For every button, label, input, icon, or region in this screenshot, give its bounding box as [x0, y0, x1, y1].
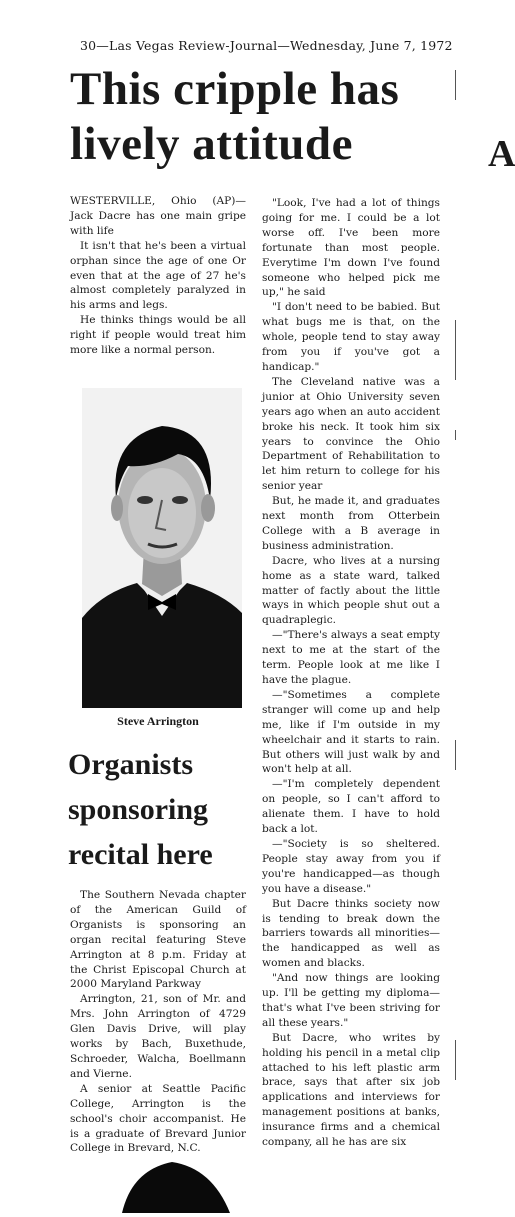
story2-headline: Organists sponsoring recital here	[68, 748, 213, 871]
paragraph: —"I'm completely dependent on people, so I can't afford to alienate them. I have to hold back a lot.	[262, 778, 440, 836]
paragraph: The Cleveland native was a junior at Ohio University seven years ago when an auto accident broke his neck. It took him six years to convince the Ohio Department of Rehabilitation to let him return to college for his senior year	[262, 375, 440, 493]
paragraph: "I don't need to be babied. But what bugs me is that, on the whole, people tend to stay away from you if you've got a handicap."	[262, 301, 440, 373]
second-photo-partial	[112, 1160, 232, 1213]
second-photo-image	[112, 1160, 232, 1213]
paragraph: —"There's always a seat empty next to me at the start of the term. People look at me like I have the plague.	[262, 629, 440, 686]
paragraph: It isn't that he's been a virtual orphan since the age of one Or even that at the age of 27 he's almost completely paralyzed in his arms and legs.	[70, 239, 246, 312]
paragraph: Arrington, 21, son of Mr. and Mrs. John Arrington of 4729 Glen Davis Drive, will play works by Bach, Buxethude, Schroeder, Walcha, Boellmann and Vierne.	[70, 993, 246, 1080]
paragraph: But, he made it, and graduates next month from Otterbein College with a B average in business administration.	[262, 495, 440, 552]
paragraph: "Look, I've had a lot of things going for me. I could be a lot worse off. I've been more fortunate than most people. Everytime I'm down I've found someone who helped pick me up," he said	[262, 197, 440, 299]
paragraph: Dacre, who lives at a nursing home as a state ward, talked matter of factly about the little ways in which people shut out a quadraplegic.	[262, 554, 440, 627]
adjacent-headline-fragment: A	[488, 133, 515, 175]
column-rule	[455, 70, 456, 100]
portrait-photo	[82, 388, 242, 708]
story2-column	[70, 888, 246, 1156]
paragraph: —"Society is so sheltered. People stay away from you if you're handicapped—as though you have a disease."	[262, 837, 440, 895]
column-rule	[455, 1040, 456, 1080]
photo-caption: Steve Arrington	[117, 714, 199, 728]
column-rule	[455, 320, 456, 380]
paragraph: WESTERVILLE, Ohio (AP)— Jack Dacre has one main gripe with life	[70, 195, 246, 237]
paragraph: The Southern Nevada chapter of the American Guild of Organists is sponsoring an organ recital featuring Steve Arrington at 8 p.m. Friday at the Christ Episcopal Church at 2000 Maryland Parkway	[70, 889, 246, 991]
headline: This cripple has lively attitude	[70, 63, 400, 170]
portrait-photo-image	[82, 388, 242, 708]
masthead: 30—Las Vegas Review-Journal—Wednesday, June 7, 1972	[80, 38, 453, 53]
paragraph: He thinks things would be all right if people would treat him more like a normal person.	[70, 314, 246, 357]
story-column-2	[262, 196, 440, 1150]
paragraph: But Dacre thinks society now is tending to break down the barriers towards all minorities—the handicapped as well as women and blacks.	[262, 897, 440, 970]
paragraph: But Dacre, who writes by holding his pencil in a metal clip attached to his left plastic arm brace, says that after six job applications and interviews for management positions at banks, insurance firms and a chemical company, all he has are six	[262, 1031, 440, 1149]
paragraph: "And now things are looking up. I'll be getting my diploma—that's what I've been striving for all these years."	[262, 972, 440, 1029]
paragraph: —"Sometimes a complete stranger will come up and help me, like if I'm outside in my wheelchair and it starts to rain. But others will just walk by and won't help at all.	[262, 688, 440, 776]
paragraph: A senior at Seattle Pacific College, Arrington is the school's choir accompanist. He is a graduate of Brevard Junior College in Brevard, N.C.	[70, 1082, 246, 1155]
column-rule	[455, 430, 456, 440]
column-rule	[455, 740, 456, 770]
story-column-1	[70, 194, 246, 358]
